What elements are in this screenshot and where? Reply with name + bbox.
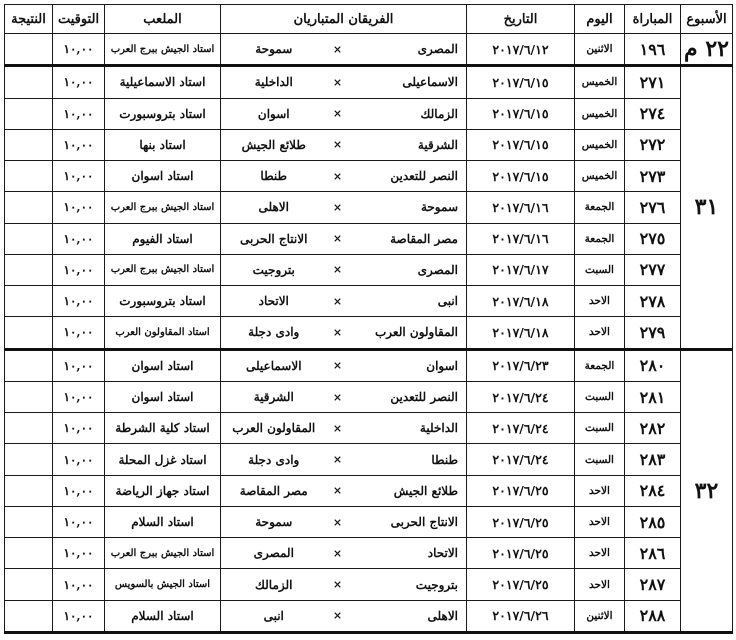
- match-number: ٢٧١: [625, 66, 681, 98]
- away-team: الداخلية: [221, 66, 327, 98]
- match-time: ١٠,٠٠: [53, 34, 105, 66]
- table-row: [5, 317, 733, 349]
- home-team: سموحة: [349, 192, 467, 223]
- venue: استاد اسوان: [105, 381, 221, 412]
- versus-mark: ×: [327, 129, 349, 160]
- versus-mark: ×: [327, 569, 349, 600]
- versus-mark: ×: [327, 349, 349, 381]
- away-team: الاسماعيلى: [221, 349, 327, 381]
- match-time: ١٠,٠٠: [53, 98, 105, 129]
- match-number: ٢٨٨: [625, 600, 681, 632]
- versus-mark: ×: [327, 192, 349, 223]
- home-team: الشرقية: [349, 129, 467, 160]
- match-time: ١٠,٠٠: [53, 569, 105, 600]
- versus-mark: ×: [327, 317, 349, 349]
- table-row: [5, 349, 733, 381]
- home-team: النصر للتعدين: [349, 161, 467, 192]
- schedule-table: [4, 4, 733, 634]
- match-day: الاحد: [575, 538, 625, 569]
- venue: استاد بتروسبورت: [105, 98, 221, 129]
- match-day: السبت: [575, 381, 625, 412]
- match-result: [5, 413, 53, 444]
- match-number: ٢٧٤: [625, 98, 681, 129]
- match-result: [5, 34, 53, 66]
- home-team: النصر للتعدين: [349, 381, 467, 412]
- match-day: الاحد: [575, 506, 625, 537]
- match-day: الخميس: [575, 66, 625, 98]
- match-date: ٢٠١٧/٦/١٦: [467, 192, 575, 223]
- match-result: [5, 161, 53, 192]
- table-row: [5, 444, 733, 475]
- venue: استاد بتروسبورت: [105, 286, 221, 317]
- match-date: ٢٠١٧/٦/٢٤: [467, 413, 575, 444]
- table-row: [5, 34, 733, 66]
- table-row: [5, 286, 733, 317]
- home-team: انبى: [349, 286, 467, 317]
- table-row: [5, 600, 733, 632]
- match-day: الخميس: [575, 129, 625, 160]
- away-team: بتروجيت: [221, 254, 327, 285]
- venue: استاد الفيوم: [105, 223, 221, 254]
- versus-mark: ×: [327, 444, 349, 475]
- home-team: الاسماعيلى: [349, 66, 467, 98]
- away-team: سموحة: [221, 34, 327, 66]
- match-result: [5, 506, 53, 537]
- match-result: [5, 381, 53, 412]
- versus-mark: ×: [327, 600, 349, 632]
- week-label: ٣١: [681, 66, 733, 349]
- header-date: التاريخ: [467, 5, 575, 34]
- match-result: [5, 98, 53, 129]
- match-result: [5, 349, 53, 381]
- versus-mark: ×: [327, 538, 349, 569]
- match-number: ١٩٦: [625, 34, 681, 66]
- venue: استاد السلام: [105, 506, 221, 537]
- header-venue: الملعب: [105, 5, 221, 34]
- header-day: اليوم: [575, 5, 625, 34]
- home-team: المصرى: [349, 254, 467, 285]
- match-result: [5, 66, 53, 98]
- home-team: مصر المقاصة: [349, 223, 467, 254]
- week-label: ٣٢: [681, 349, 733, 632]
- match-day: الاحد: [575, 569, 625, 600]
- home-team: الاتحاد: [349, 538, 467, 569]
- match-result: [5, 286, 53, 317]
- match-number: ٢٨٦: [625, 538, 681, 569]
- venue: استاد بنها: [105, 129, 221, 160]
- table-row: [5, 66, 733, 98]
- match-result: [5, 444, 53, 475]
- header-result: النتيجة: [5, 5, 53, 34]
- match-date: ٢٠١٧/٦/٢٥: [467, 475, 575, 506]
- match-time: ١٠,٠٠: [53, 254, 105, 285]
- home-team: الداخلية: [349, 413, 467, 444]
- table-row: [5, 569, 733, 600]
- away-team: اسوان: [221, 98, 327, 129]
- versus-mark: ×: [327, 475, 349, 506]
- match-number: ٢٧٢: [625, 129, 681, 160]
- match-time: ١٠,٠٠: [53, 475, 105, 506]
- match-result: [5, 254, 53, 285]
- home-team: بتروجيت: [349, 569, 467, 600]
- match-result: [5, 129, 53, 160]
- home-team: الانتاج الحربى: [349, 506, 467, 537]
- match-day: السبت: [575, 444, 625, 475]
- versus-mark: ×: [327, 223, 349, 254]
- venue: استاد الجيش ببرج العرب: [105, 34, 221, 66]
- versus-mark: ×: [327, 161, 349, 192]
- week-label: ٢٢ م: [681, 34, 733, 66]
- match-date: ٢٠١٧/٦/٢٤: [467, 381, 575, 412]
- header-teams: الفريقان المتباريان: [221, 5, 467, 34]
- away-team: وادى دجلة: [221, 317, 327, 349]
- table-row: [5, 223, 733, 254]
- venue: استاد السلام: [105, 600, 221, 632]
- match-date: ٢٠١٧/٦/٢٦: [467, 600, 575, 632]
- match-result: [5, 317, 53, 349]
- match-day: السبت: [575, 254, 625, 285]
- venue: استاد كلية الشرطة: [105, 413, 221, 444]
- away-team: الانتاج الحربى: [221, 223, 327, 254]
- match-day: السبت: [575, 413, 625, 444]
- venue: استاد اسوان: [105, 161, 221, 192]
- home-team: المصرى: [349, 34, 467, 66]
- match-day: الجمعة: [575, 349, 625, 381]
- match-time: ١٠,٠٠: [53, 286, 105, 317]
- home-team: طنطا: [349, 444, 467, 475]
- venue: استاد جهاز الرياضة: [105, 475, 221, 506]
- table-row: [5, 129, 733, 160]
- away-team: طلائع الجيش: [221, 129, 327, 160]
- versus-mark: ×: [327, 506, 349, 537]
- away-team: الاهلى: [221, 192, 327, 223]
- versus-mark: ×: [327, 286, 349, 317]
- table-row: [5, 161, 733, 192]
- away-team: طنطا: [221, 161, 327, 192]
- home-team: الاهلى: [349, 600, 467, 632]
- away-team: وادى دجلة: [221, 444, 327, 475]
- match-number: ٢٧٧: [625, 254, 681, 285]
- match-time: ١٠,٠٠: [53, 413, 105, 444]
- match-date: ٢٠١٧/٦/١٥: [467, 98, 575, 129]
- match-date: ٢٠١٧/٦/١٧: [467, 254, 575, 285]
- match-date: ٢٠١٧/٦/٢٥: [467, 506, 575, 537]
- match-number: ٢٧٦: [625, 192, 681, 223]
- match-time: ١٠,٠٠: [53, 192, 105, 223]
- match-day: الاحد: [575, 286, 625, 317]
- match-number: ٢٨٠: [625, 349, 681, 381]
- table-row: [5, 98, 733, 129]
- versus-mark: ×: [327, 98, 349, 129]
- match-time: ١٠,٠٠: [53, 161, 105, 192]
- match-time: ١٠,٠٠: [53, 129, 105, 160]
- match-time: ١٠,٠٠: [53, 317, 105, 349]
- away-team: المقاولون العرب: [221, 413, 327, 444]
- match-date: ٢٠١٧/٦/٢٣: [467, 349, 575, 381]
- match-date: ٢٠١٧/٦/٢٥: [467, 538, 575, 569]
- versus-mark: ×: [327, 381, 349, 412]
- match-time: ١٠,٠٠: [53, 381, 105, 412]
- match-number: ٢٨٥: [625, 506, 681, 537]
- match-day: الجمعة: [575, 223, 625, 254]
- match-time: ١٠,٠٠: [53, 444, 105, 475]
- away-team: الزمالك: [221, 569, 327, 600]
- match-number: ٢٨١: [625, 381, 681, 412]
- match-time: ١٠,٠٠: [53, 538, 105, 569]
- match-day: الاثنين: [575, 34, 625, 66]
- versus-mark: ×: [327, 254, 349, 285]
- match-date: ٢٠١٧/٦/١٥: [467, 66, 575, 98]
- away-team: الاتحاد: [221, 286, 327, 317]
- match-day: الاثنين: [575, 600, 625, 632]
- venue: استاد الجيش ببرج العرب: [105, 192, 221, 223]
- header-time: التوقيت: [53, 5, 105, 34]
- match-time: ١٠,٠٠: [53, 66, 105, 98]
- match-result: [5, 600, 53, 632]
- away-team: المصرى: [221, 538, 327, 569]
- table-row: [5, 538, 733, 569]
- match-result: [5, 223, 53, 254]
- table-row: [5, 413, 733, 444]
- home-team: اسوان: [349, 349, 467, 381]
- match-result: [5, 538, 53, 569]
- match-day: الخميس: [575, 161, 625, 192]
- away-team: الشرقية: [221, 381, 327, 412]
- match-number: ٢٧٩: [625, 317, 681, 349]
- table-row: [5, 254, 733, 285]
- match-result: [5, 569, 53, 600]
- match-number: ٢٧٥: [625, 223, 681, 254]
- match-date: ٢٠١٧/٦/١٥: [467, 161, 575, 192]
- match-day: الاحد: [575, 317, 625, 349]
- match-result: [5, 192, 53, 223]
- match-time: ١٠,٠٠: [53, 600, 105, 632]
- match-number: ٢٨٤: [625, 475, 681, 506]
- venue: استاد الجيش ببرج العرب: [105, 538, 221, 569]
- table-row: [5, 192, 733, 223]
- match-date: ٢٠١٧/٦/٢٤: [467, 444, 575, 475]
- match-time: ١٠,٠٠: [53, 223, 105, 254]
- venue: استاد غزل المحلة: [105, 444, 221, 475]
- match-result: [5, 475, 53, 506]
- match-date: ٢٠١٧/٦/١٨: [467, 317, 575, 349]
- match-time: ١٠,٠٠: [53, 349, 105, 381]
- match-number: ٢٧٣: [625, 161, 681, 192]
- match-number: ٢٧٨: [625, 286, 681, 317]
- venue: استاد اسوان: [105, 349, 221, 381]
- home-team: الزمالك: [349, 98, 467, 129]
- match-date: ٢٠١٧/٦/١٥: [467, 129, 575, 160]
- match-date: ٢٠١٧/٦/١٦: [467, 223, 575, 254]
- header-row: [5, 5, 733, 34]
- match-number: ٢٨٢: [625, 413, 681, 444]
- home-team: طلائع الجيش: [349, 475, 467, 506]
- venue: استاد الاسماعيلية: [105, 66, 221, 98]
- venue: استاد المقاولون العرب: [105, 317, 221, 349]
- match-number: ٢٨٧: [625, 569, 681, 600]
- venue: استاد الجيش بالسويس: [105, 569, 221, 600]
- home-team: المقاولون العرب: [349, 317, 467, 349]
- match-time: ١٠,٠٠: [53, 506, 105, 537]
- match-number: ٢٨٣: [625, 444, 681, 475]
- match-date: ٢٠١٧/٦/٢٥: [467, 569, 575, 600]
- versus-mark: ×: [327, 66, 349, 98]
- away-team: سموحة: [221, 506, 327, 537]
- match-date: ٢٠١٧/٦/١٢: [467, 34, 575, 66]
- match-day: الخميس: [575, 98, 625, 129]
- header-week: الأسبوع: [681, 5, 733, 34]
- match-date: ٢٠١٧/٦/١٨: [467, 286, 575, 317]
- versus-mark: ×: [327, 34, 349, 66]
- versus-mark: ×: [327, 413, 349, 444]
- match-day: الاحد: [575, 475, 625, 506]
- away-team: مصر المقاصة: [221, 475, 327, 506]
- match-day: الجمعة: [575, 192, 625, 223]
- venue: استاد الجيش ببرج العرب: [105, 254, 221, 285]
- header-match: المباراة: [625, 5, 681, 34]
- table-row: [5, 506, 733, 537]
- schedule-body: [5, 34, 733, 633]
- table-row: [5, 475, 733, 506]
- away-team: انبى: [221, 600, 327, 632]
- table-row: [5, 381, 733, 412]
